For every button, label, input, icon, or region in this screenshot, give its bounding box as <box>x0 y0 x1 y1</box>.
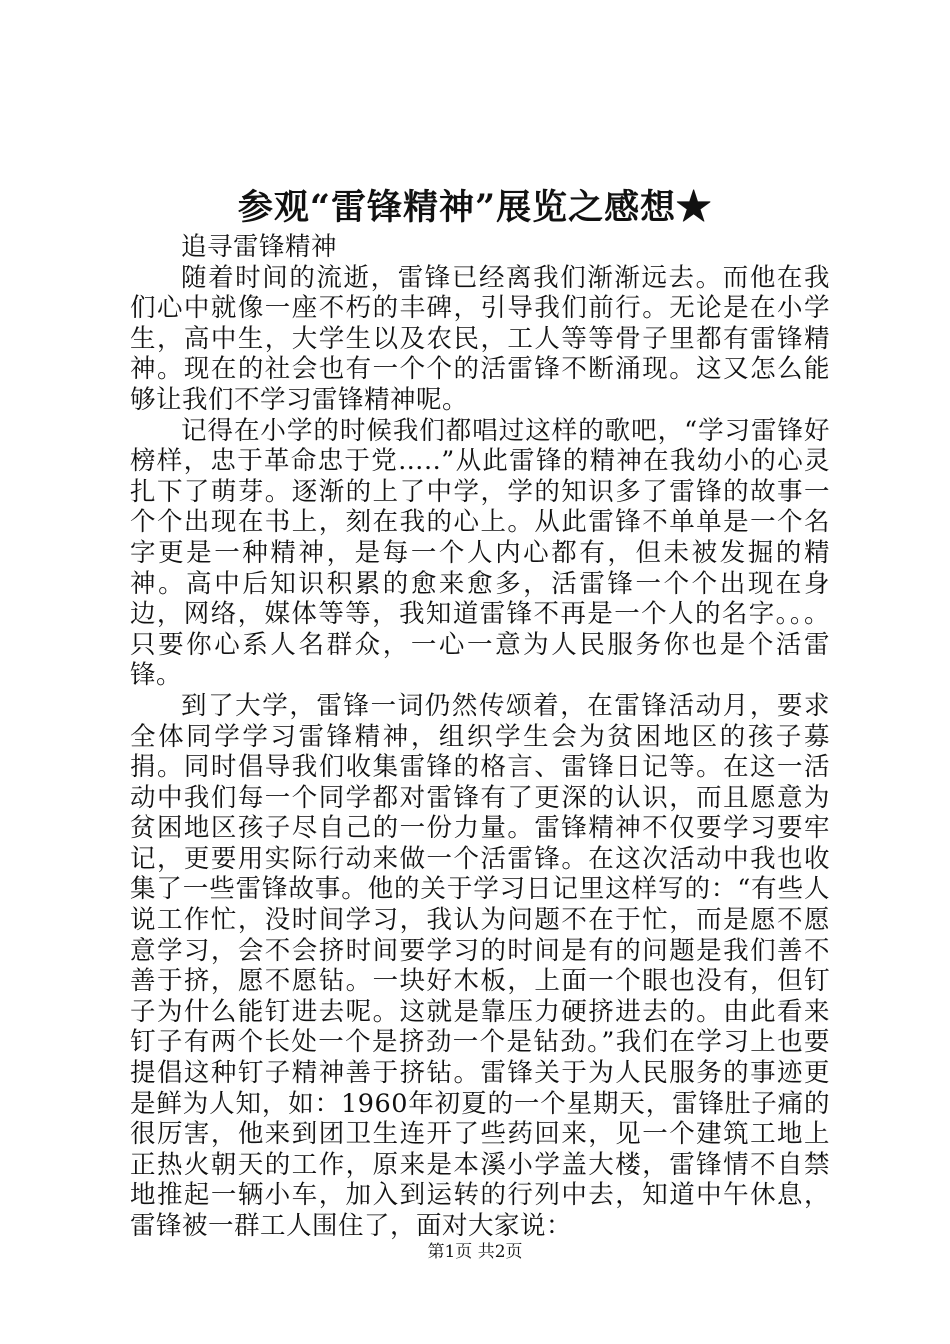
page-footer: 第1页 共2页 <box>427 1242 523 1262</box>
document-body <box>130 232 830 1242</box>
paragraph-2: 记得在小学的时候我们都唱过这样的歌吧，“学习雷锋好榜样，忠于革命忠于党…..”从此雷锋的精神在我幼小的心灵扎下了萌芽。逐渐的上了中学，学的知识多了雷锋的故事一个个出现在书上，刻在我的心上。从此雷锋不单单是一个名字更是一种精神，是每一个人内心都有，但未被发掘的精神。高中后知识积累的愈来愈多，活雷锋一个个出现在身边，网络，媒体等等，我知道雷锋不再是一个人的名字。。。只要你心系人名群众，一心一意为人民服务你也是个活雷锋。 <box>130 415 830 691</box>
subtitle: 追寻雷锋精神 <box>181 232 338 262</box>
paragraph-3: 到了大学，雷锋一词仍然传颂着，在雷锋活动月，要求全体同学学习雷锋精神，组织学生会为贫困地区的孩子募捐。同时倡导我们收集雷锋的格言、雷锋日记等。在这一活动中我们每一个同学都对雷锋有了更深的认识，而且愿意为贫困地区孩子尽自己的一份力量。雷锋精神不仅要学习要牢记，更要用实际行动来做一个活雷锋。在这次活动中我也收集了一些雷锋故事。他的关于学习日记里这样写的：“有些人说工作忙，没时间学习，我认为问题不在于忙，而是愿不愿意学习，会不会挤时间要学习的时间是有的问题是我们善不善于挤，愿不愿钻。一块好木板，上面一个眼也没有，但钉子为什么能钉进去呢。这就是靠压力硬挤进去的。由此看来钉子有两个长处一个是挤劲一个是钻劲。”我们在学习上也要提倡这种钉子精神善于挤钻。雷锋关于为人民服务的事迹更是鲜为人知，如：1960年初夏的一个星期天，雷锋肚子痛的很厉害，他来到团卫生连开了些药回来，见一个建筑工地上正热火朝天的工作，原来是本溪小学盖大楼，雷锋情不自禁地推起一辆小车，加入到运转的行列中去，知道中午休息，雷锋被一群工人围住了，面对大家说： <box>130 690 830 1241</box>
document-title: 参观“雷锋精神”展览之感想★ <box>237 187 713 228</box>
paragraph-1: 随着时间的流逝，雷锋已经离我们渐渐远去。而他在我们心中就像一座不朽的丰碑，引导我们前行。无论是在小学生，高中生，大学生以及农民，工人等等骨子里都有雷锋精神。现在的社会也有一个个的活雷锋不断涌现。这又怎么能够让我们不学习雷锋精神呢。 <box>130 262 830 415</box>
